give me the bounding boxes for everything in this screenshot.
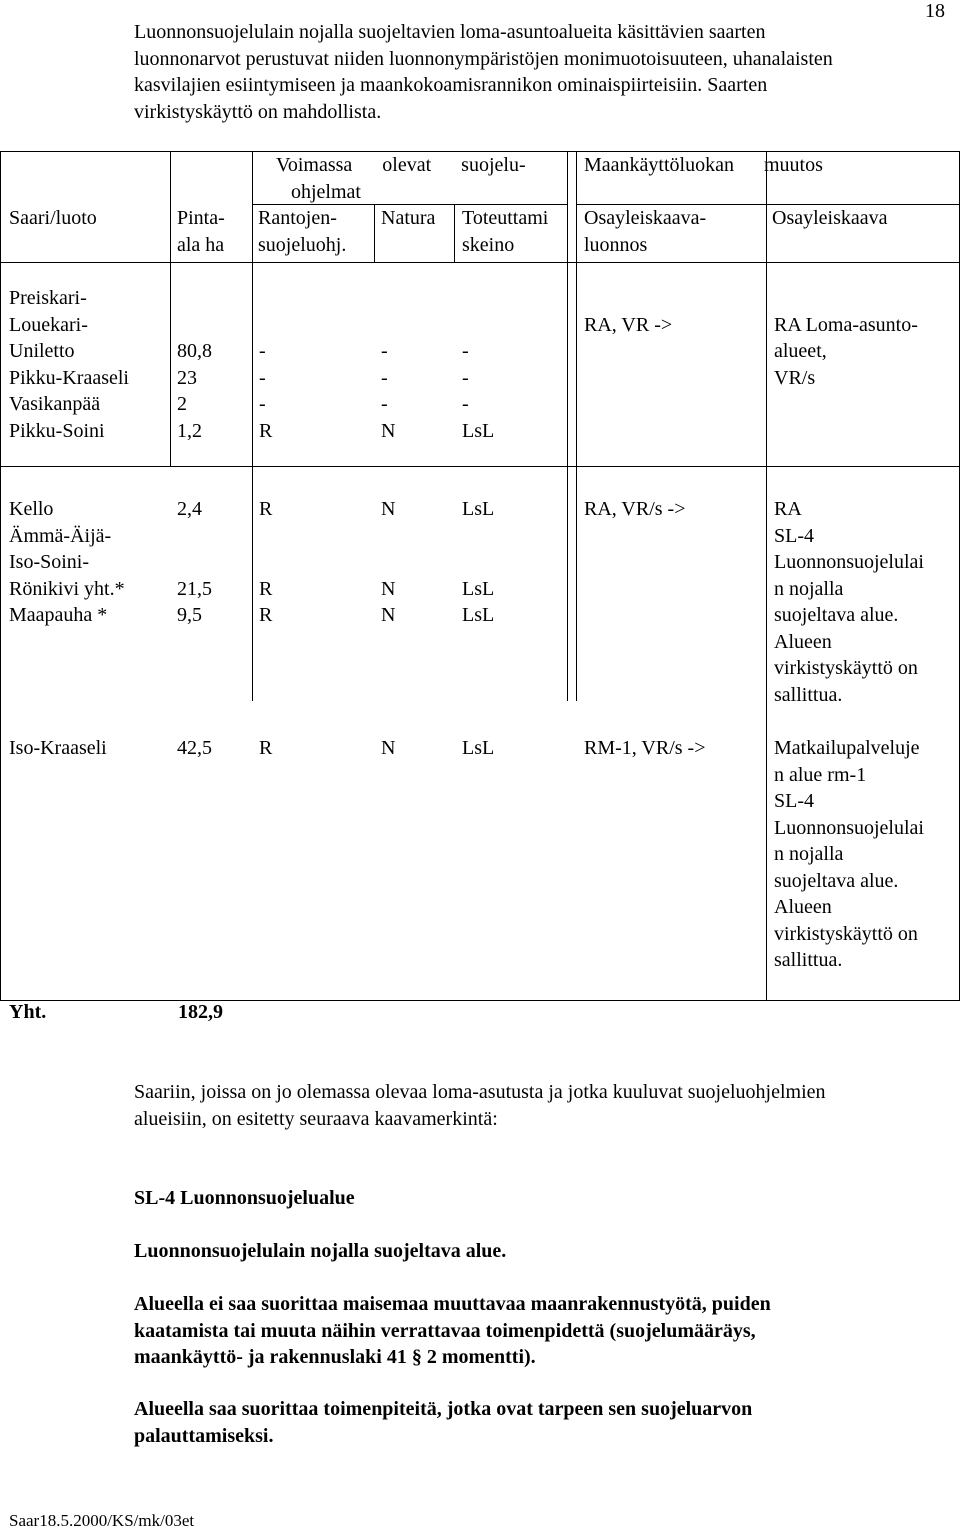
header-natura: Natura [381,207,436,229]
cell-rantojen: - - - R [259,340,273,442]
col-divider-4 [454,204,455,262]
cell-osayleiskaava: RA Loma-asunto- alueet, VR/s [774,313,918,389]
col-divider-3 [374,204,375,262]
cell-osayleiskaava: Matkailupalveluje n alue rm-1 SL-4 Luonnonsuojelulai n nojalla suojeltava alue. Alueen virkistyskäyttö on sallittua. [774,737,924,971]
cell-natura: N [381,737,396,759]
footer-reference: Saar18.5.2000/KS/mk/03et [9,1511,195,1530]
cell-rantojen: R [259,737,273,759]
table-bottom-border [0,1000,960,1001]
header-toteuttamiskeino: Toteuttami skeino [462,207,549,256]
header-osayleiskaava: Osayleiskaava [772,207,888,229]
cell-toteuttamiskeino: - - - LsL [462,340,495,442]
header-bottom-border [0,262,960,263]
cell-osayleiskaavaluonnos: RA, VR -> [584,313,673,336]
cell-osayleiskaavaluonnos: RM-1, VR/s -> [584,737,706,759]
cell-saari: Preiskari- Louekari- Uniletto Pikku-Kraaseli Vasikanpää Pikku-Soini [9,287,129,442]
cell-natura: N N N [381,498,396,626]
col-divider-1 [170,151,171,466]
col-divider-7 [766,151,767,1001]
sl4-rule-allowed: Alueella saa suorittaa toimenpiteitä, jotka ovat tarpeen sen suojeluarvon palauttamiseksi. [134,1398,753,1447]
cell-saari: Iso-Kraaseli [9,737,107,759]
header-maankayttoluokan-muutos: Maankäyttöluokan muutos [584,154,823,176]
sl4-description: Luonnonsuojelulain nojalla suojeltava alue. [134,1240,507,1262]
cell-toteuttamiskeino: LsL LsL LsL [462,498,495,626]
cell-pinta-ala: 42,5 [177,737,212,759]
cell-osayleiskaava: RA SL-4 Luonnonsuojelulai n nojalla suojeltava alue. Alueen virkistyskäyttö on sallittua. [774,498,924,706]
sl4-title: SL-4 Luonnonsuojelualue [134,1187,355,1209]
header-saari: Saari/luoto [9,207,97,229]
sl4-rule-prohibited: Alueella ei saa suorittaa maisemaa muuttavaa maanrakennustyötä, puiden kaatamista tai muuta näihin verrattavaa toimenpidettä (suojelumääräys, maankäyttö- ja rakennuslaki 41 § 2 momentti). [134,1293,771,1368]
total-label: Yht. [9,1001,47,1023]
cell-pinta-ala: 2,4 21,5 9,5 [177,498,212,626]
header-pinta-ala: Pinta- ala ha [177,207,225,256]
total-value: 182,9 [178,1001,223,1023]
col-divider-6 [576,151,577,701]
header-rantojen: Rantojen- suojeluohj. [258,207,347,256]
cell-saari: Kello Ämmä-Äijä- Iso-Soini- Rönikivi yht.* Maapauha * [9,498,125,626]
intro-paragraph: Luonnonsuojelulain nojalla suojeltavien loma-asuntoalueita käsittävien saarten luonnonarvot perustuvat niiden luonnonympäristöjen monimuotoisuuteen, uhanalaisten kasvilajien esiintymiseen ja maankokoamisrannikon ominaispiirteisiin. Saarten virkistyskäyttö on mahdollista. [134,21,833,123]
table-left-border [0,151,1,1001]
header-voimassa-olevat: Voimassa olevat suojelu- ohjelmat [276,154,526,203]
page-number: 18 [925,0,945,22]
header-osayleiskaavaluonnos: Osayleiskaava- luonnos [584,207,707,256]
col-divider-2 [252,151,253,701]
cell-pinta-ala: 80,8 23 2 1,2 [177,340,212,442]
row1-bottom-border [0,466,960,467]
cell-rantojen: R R R [259,498,273,626]
cell-natura: - - - N [381,340,396,442]
body-paragraph: Saariin, joissa on jo olemassa olevaa loma-asutusta ja jotka kuuluvat suojeluohjelmien alueisiin, on esitetty seuraava kaavamerkintä: [134,1081,826,1130]
cell-osayleiskaavaluonnos: RA, VR/s -> [584,498,686,520]
col-divider-5 [567,151,568,701]
cell-toteuttamiskeino: LsL [462,737,495,759]
